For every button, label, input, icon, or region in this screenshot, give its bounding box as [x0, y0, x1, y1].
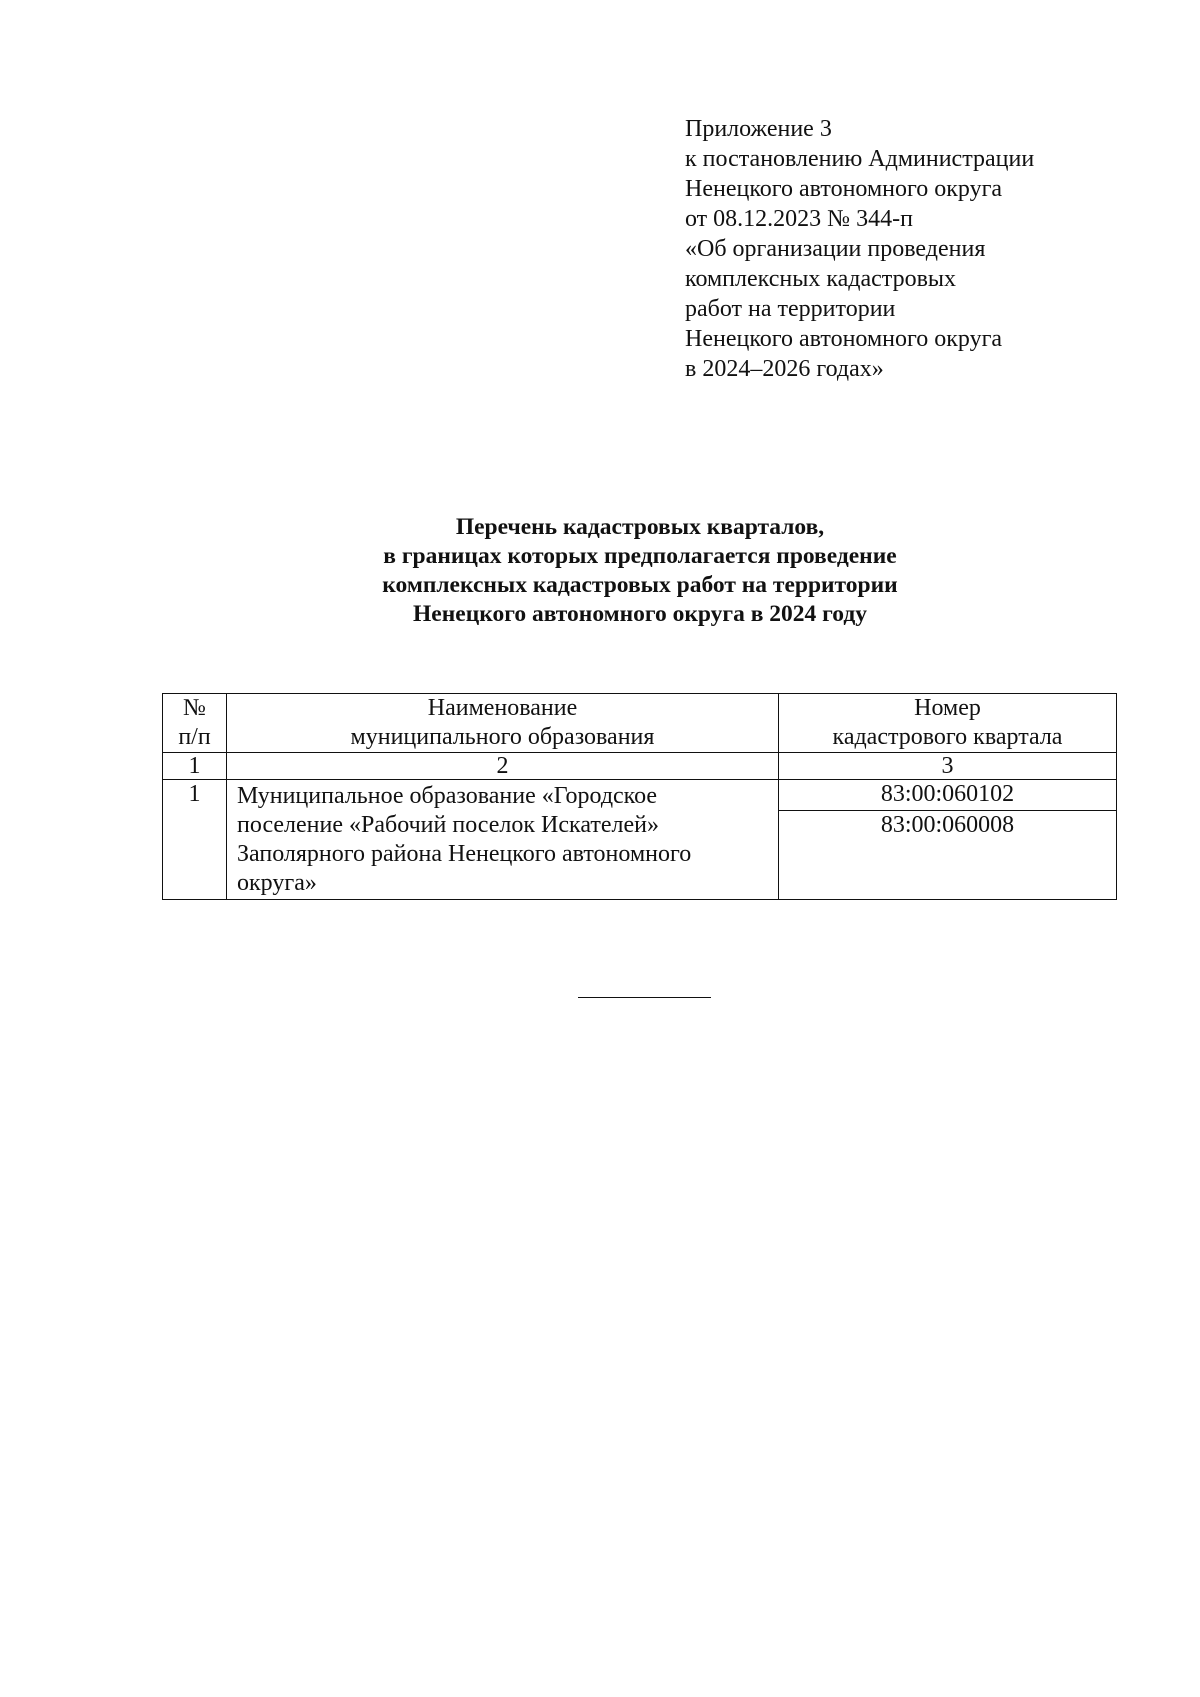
title-line: в границах которых предполагается проведение [383, 543, 897, 569]
column-number-cell: 2 [227, 753, 779, 780]
row-number: 1 [163, 780, 227, 900]
appendix-line: Ненецкого автономного округа [685, 176, 1003, 202]
header-cadastral [779, 694, 1117, 753]
municipality-name [227, 780, 779, 900]
header-municipality-line: муниципального образования [350, 724, 655, 750]
appendix-line: в 2024–2026 годах» [685, 356, 884, 382]
appendix-line: «Об организации проведения [685, 236, 986, 262]
header-cadastral-line: Номер [914, 695, 981, 721]
title-line: комплексных кадастровых работ на территории [382, 572, 898, 598]
appendix-line: Ненецкого автономного округа [685, 326, 1003, 352]
header-municipality-line: Наименование [427, 695, 578, 721]
title-line: Перечень кадастровых кварталов, [455, 514, 825, 540]
table-header-row [163, 694, 1117, 753]
title-line: Ненецкого автономного округа в 2024 году [413, 601, 867, 627]
cadastral-number: 83:00:060008 [779, 811, 1117, 900]
municipality-name-line: Заполярного района Ненецкого автономного [237, 841, 692, 867]
municipality-name-line: Муниципальное образование «Городское [237, 783, 658, 809]
closing-rule [578, 997, 711, 998]
appendix-line: от 08.12.2023 № 344-п [685, 206, 913, 232]
municipality-name-line: поселение «Рабочий поселок Искателей» [237, 812, 659, 838]
appendix-block [685, 114, 1125, 384]
header-number-line: № [183, 695, 206, 721]
municipality-name-line: округа» [237, 870, 317, 896]
appendix-line: к постановлению Администрации [685, 146, 1035, 172]
column-number-row [163, 753, 1117, 780]
column-number-cell: 3 [779, 753, 1117, 780]
cadastral-number: 83:00:060102 [779, 780, 1117, 811]
cadastral-table [162, 693, 1117, 900]
header-number-line: п/п [178, 724, 211, 750]
header-number [163, 694, 227, 753]
header-municipality [227, 694, 779, 753]
document-title [240, 513, 1040, 629]
appendix-line: Приложение 3 [685, 116, 832, 142]
header-cadastral-line: кадастрового квартала [832, 724, 1063, 750]
appendix-line: комплексных кадастровых [685, 266, 957, 292]
table-row [163, 780, 1117, 811]
appendix-line: работ на территории [685, 296, 896, 322]
column-number-cell: 1 [163, 753, 227, 780]
